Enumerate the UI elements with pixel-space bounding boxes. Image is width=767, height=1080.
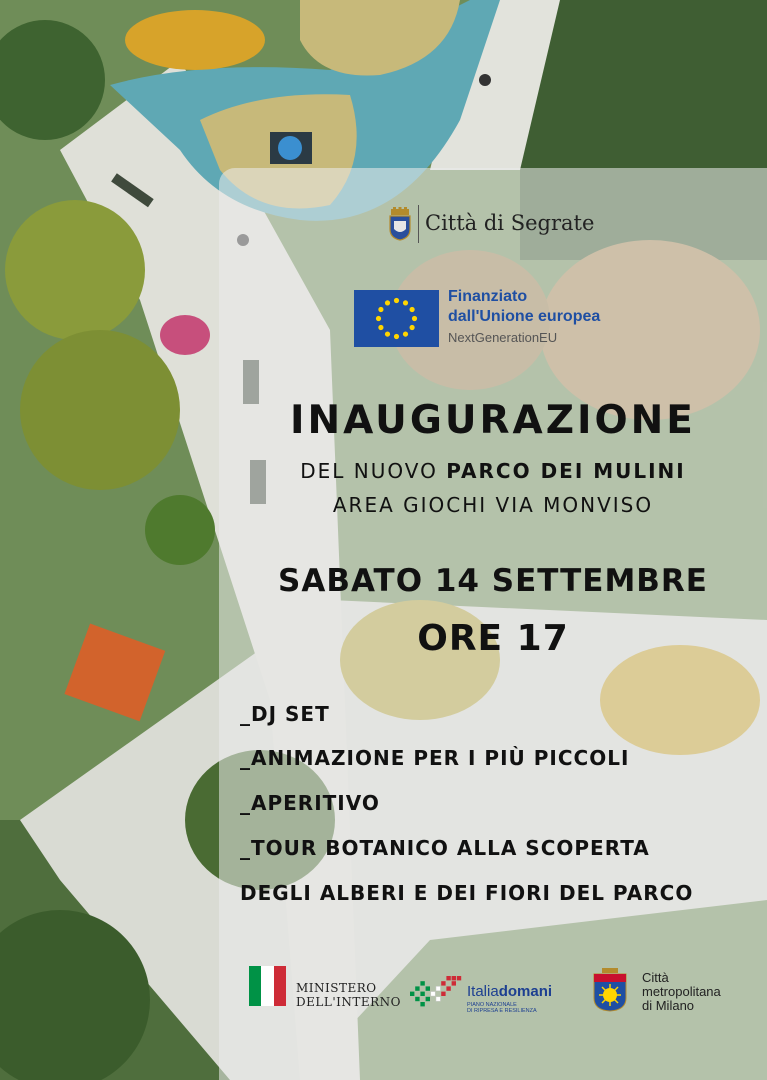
- italiadomani-word-a: Italia: [467, 983, 499, 1000]
- activity-item: DEGLI ALBERI E DEI FIORI DEL PARCO: [240, 881, 694, 905]
- eu-flag-icon: [354, 290, 439, 347]
- metro-line1: Città: [642, 970, 669, 985]
- eu-funding-line2: dall'Unione europea: [448, 308, 601, 325]
- italiadomani-wordmark: [467, 983, 552, 1000]
- italiadomani-logo-icon: [410, 968, 465, 1012]
- italiadomani-word-b: domani: [498, 983, 553, 1000]
- event-subtitle: [219, 459, 767, 483]
- activity-item: _APERITIVO: [240, 791, 380, 815]
- park-name: PARCO DEI MULINI: [446, 459, 686, 483]
- ministero-line1: MINISTERO: [296, 981, 377, 995]
- italiadomani-tagline-1: PIANO NAZIONALE: [467, 1002, 517, 1008]
- ministero-line2: DELL'INTERNO: [296, 995, 401, 1009]
- activity-item: _TOUR BOTANICO ALLA SCOPERTA: [240, 836, 650, 860]
- event-subtitle-prefix: DEL NUOVO: [300, 459, 447, 483]
- metro-line2: metropolitana: [642, 984, 721, 999]
- city-name: Città di Segrate: [425, 211, 595, 235]
- event-time: ORE 17: [417, 618, 569, 659]
- activity-item: _DJ SET: [240, 702, 330, 726]
- eu-program-name: NextGenerationEU: [448, 330, 558, 345]
- segrate-coat-of-arms-icon: [387, 207, 413, 241]
- header-divider: [418, 205, 419, 243]
- event-location: AREA GIOCHI VIA MONVISO: [332, 493, 654, 517]
- activity-item: _ANIMAZIONE PER I PIÙ PICCOLI: [240, 746, 630, 770]
- citta-metropolitana-coat-of-arms-icon: [592, 968, 628, 1012]
- italiadomani-tagline-2: DI RIPRESA E RESILIENZA: [467, 1008, 537, 1014]
- event-title: INAUGURAZIONE: [290, 398, 696, 443]
- italy-flag-icon: [249, 966, 286, 1006]
- event-date: SABATO 14 SETTEMBRE: [278, 563, 708, 599]
- metro-line3: di Milano: [642, 998, 695, 1013]
- eu-funding-line1: Finanziato: [448, 288, 528, 305]
